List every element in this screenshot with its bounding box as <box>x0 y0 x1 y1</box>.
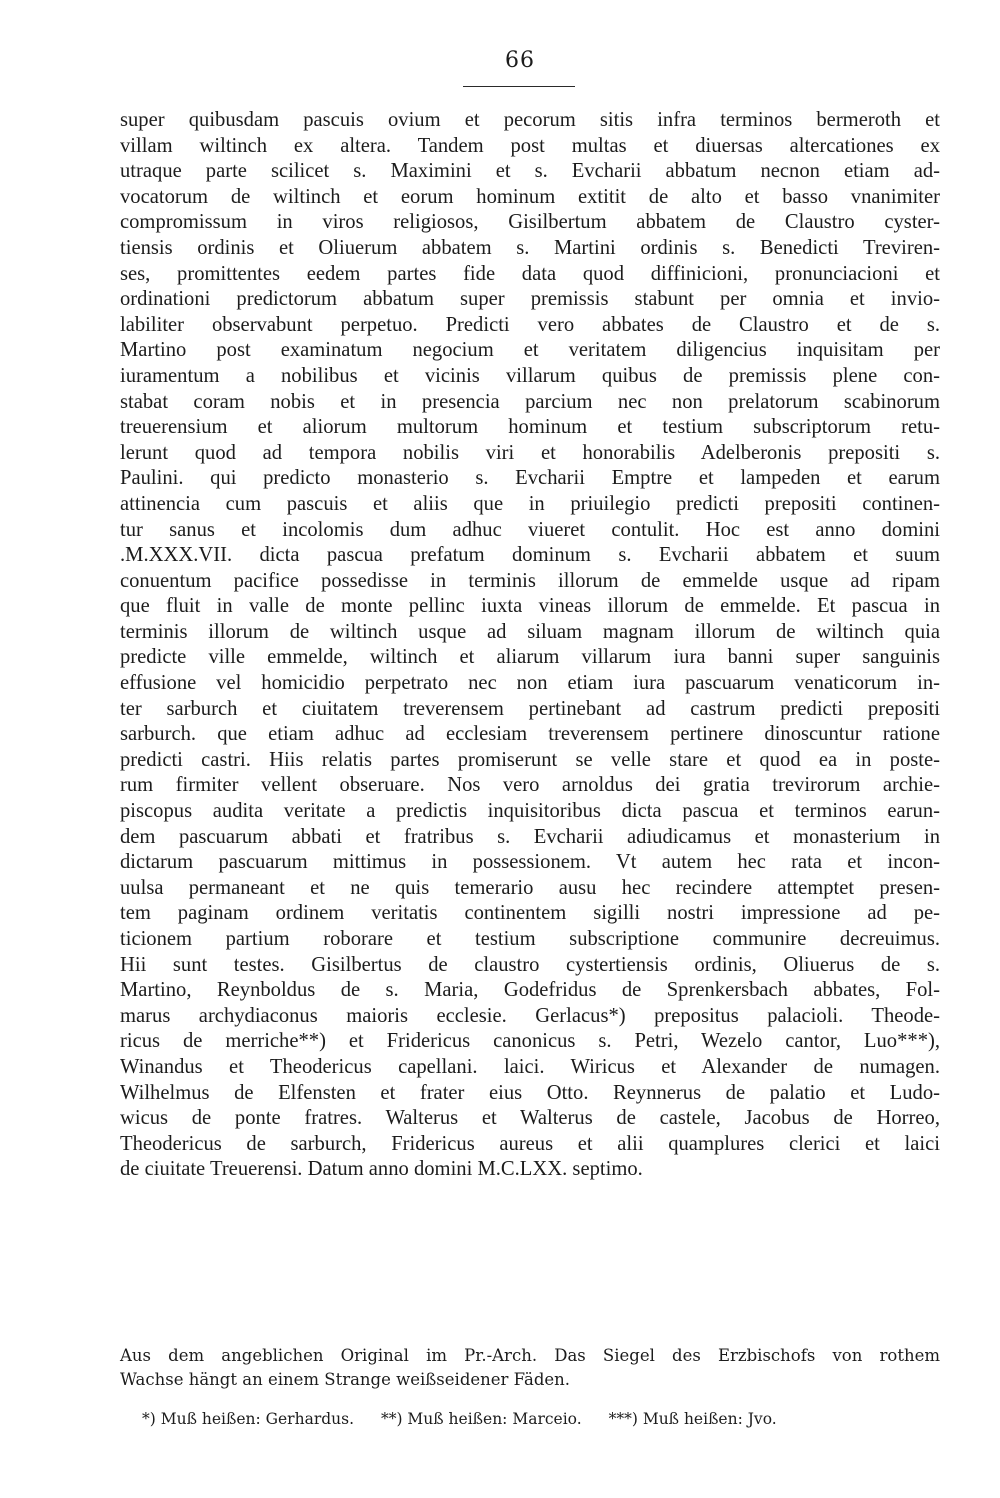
text-line: Winandus et Theodericus capellani. laici. Wiricus et Alexander de numagen. <box>120 1055 940 1078</box>
text-line: effusione vel homicidio perpetrato nec non etiam iura pascuarum venaticorum in- <box>120 672 940 695</box>
text-line: ricus de merriche**) et Fridericus canonicus s. Petri, Wezelo cantor, Luo***), <box>120 1030 940 1053</box>
page-number: 66 <box>505 48 535 73</box>
text-line: ticionem partium roborare et testium subscriptione communire decreuimus. <box>120 928 940 950</box>
text-line: conuentum pacifice possedisse in terminis illorum de emmelde usque ad ripam <box>120 569 940 592</box>
text-line: villam wiltinch ex altera. Tandem post multas et diuersas altercationes ex <box>120 134 940 157</box>
footnote-2: **) Muß heißen: Marceio. <box>380 1410 582 1428</box>
text-line: super quibusdam pascuis ovium et pecorum sitis infra terminos bermeroth et <box>120 109 940 131</box>
text-line: predicti castri. Hiis relatis partes promiserunt se velle stare et quod ea in poste- <box>120 748 940 771</box>
text-line: que fluit in valle de monte pellinc iuxta vineas illorum de emmelde. Et pascua in <box>120 595 940 618</box>
text-line: attinencia cum pascuis et aliis que in priuilegio predicti prepositi continen- <box>120 492 940 515</box>
footnotes <box>142 1408 942 1430</box>
text-line: marus archydiaconus maioris ecclesie. Gerlacus*) prepositus palacioli. Theode- <box>120 1004 940 1027</box>
text-line: dem pascuarum abbati et fratribus s. Evcharii adiudicamus et monasterium in <box>120 825 940 848</box>
text-line: Wilhelmus de Elfensten et frater eius Otto. Reynnerus de palatio et Ludo- <box>120 1081 940 1104</box>
text-line: tem paginam ordinem veritatis continentem sigilli nostri impressione ad pe- <box>120 902 940 925</box>
text-line: Martino post examinatum negocium et veritatem diligencius inquisitam per <box>120 339 940 362</box>
text-line: predicte ville emmelde, wiltinch et aliarum villarum iura banni super sanguinis <box>120 646 940 669</box>
text-line: ter sarburch et ciuitatem treverensem pertinebant ad castrum predicti prepositi <box>120 697 940 720</box>
text-line: ses, promittentes eedem partes fide data quod diffinicioni, pronunciacioni et <box>120 262 940 285</box>
text-line: piscopus audita veritate a predictis inquisitoribus dicta pascua et terminos earun- <box>120 800 940 823</box>
text-line: compromissum in viros religiosos, Gisilbertum abbatem de Claustro cyster- <box>120 211 940 234</box>
footnote-1: *) Muß heißen: Gerhardus. <box>142 1410 355 1428</box>
text-line: dictarum pascuarum mittimus in possessionem. Vt autem hec rata et incon- <box>120 851 940 874</box>
footnote-3: ***) Muß heißen: Jvo. <box>608 1410 777 1428</box>
text-line: utraque parte scilicet s. Maximini et s. Evcharii abbatum necnon etiam ad- <box>120 160 940 183</box>
text-line-last: de ciuitate Treuerensi. Datum anno domini M.C.LXX. septimo. <box>120 1158 643 1181</box>
text-line: labiliter observabunt perpetuo. Predicti vero abbates de Claustro et de s. <box>120 313 940 336</box>
text-line: tiensis ordinis et Oliuerum abbatem s. Martini ordinis s. Benedicti Treviren- <box>120 236 940 259</box>
text-line: iuramentum a nobilibus et vicinis villarum quibus de premissis plene con- <box>120 364 940 387</box>
source-note-line-1: Aus dem angeblichen Original im Pr.-Arch. Das Siegel des Erzbischofs von rothem <box>120 1346 940 1365</box>
page-number-rule <box>463 86 575 87</box>
text-line: terminis illorum de wiltinch usque ad siluam magnam illorum de wiltinch quia <box>120 620 940 643</box>
charter-text <box>120 108 940 1183</box>
text-line: stabat coram nobis et in presencia parcium nec non prelatorum scabinorum <box>120 390 940 413</box>
text-line: treuerensium et aliorum multorum hominum et testium subscriptorum retu- <box>120 416 940 439</box>
text-line: Martino, Reynboldus de s. Maria, Godefridus de Sprenkersbach abbates, Fol- <box>120 979 940 1002</box>
text-line: vocatorum de wiltinch et eorum hominum extitit de alto et basso vnanimiter <box>120 185 940 208</box>
text-line: sarburch. que etiam adhuc ad ecclesiam treverensem pertinere dinoscuntur ratione <box>120 723 940 746</box>
text-line: uulsa permaneant et ne quis temerario ausu hec recindere attemptet presen- <box>120 876 940 899</box>
text-line: lerunt quod ad tempora nobilis viri et honorabilis Adelberonis prepositi s. <box>120 441 940 464</box>
text-line: tur sanus et incolomis dum adhuc viueret contulit. Hoc est anno domini <box>120 518 940 541</box>
text-line: wicus de ponte fratres. Walterus et Walterus de castele, Jacobus de Horreo, <box>120 1107 940 1130</box>
text-line: Paulini. qui predicto monasterio s. Evcharii Emptre et lampeden et earum <box>120 467 940 490</box>
text-line: .M.XXX.VII. dicta pascua prefatum dominum s. Evcharii abbatem et suum <box>120 544 940 567</box>
text-line: ordinationi predictorum abbatum super premissis stabunt per omnia et invio- <box>120 288 940 311</box>
text-line: rum firmiter vellent obseruare. Nos vero arnoldus dei gratia trevirorum archie- <box>120 774 940 797</box>
source-note-line-2: Wachse hängt an einem Strange weißseidener Fäden. <box>120 1370 571 1389</box>
text-line: Theodericus de sarburch, Fridericus aureus et alii quamplures clerici et laici <box>120 1132 940 1155</box>
text-line: Hii sunt testes. Gisilbertus de claustro cystertiensis ordinis, Oliuerus de s. <box>120 953 940 976</box>
